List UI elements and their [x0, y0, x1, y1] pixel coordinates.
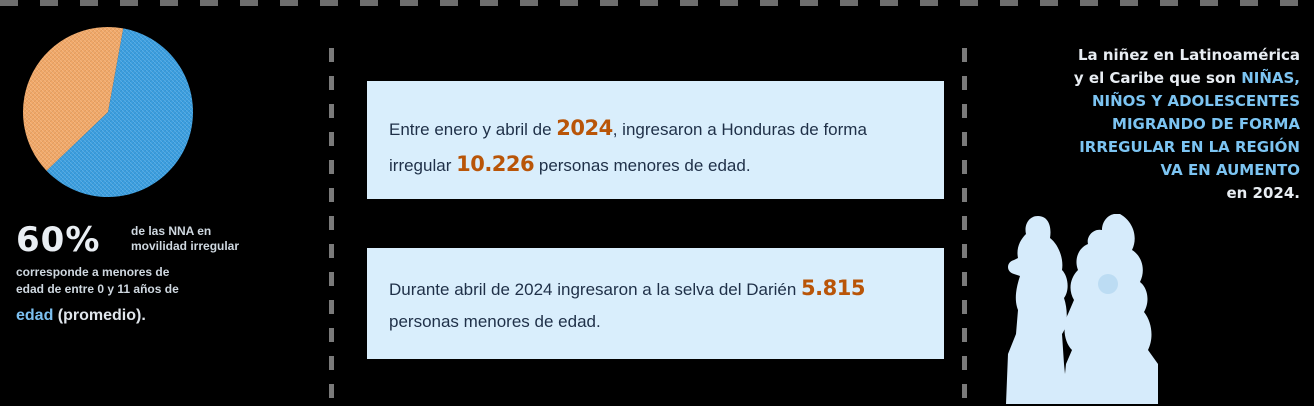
top-dashed-border — [0, 0, 1314, 6]
count-number: 10.226 — [456, 152, 535, 176]
right-headline: La niñez en Latinoamérica y el Caribe que son NIÑAS, NIÑOS Y ADOLESCENTES MIGRANDO DE FORMA IRREGULAR EN LA REGIÓN VA EN AUMENTO en 2024. — [1073, 46, 1300, 202]
count-number: 5.815 — [801, 276, 865, 300]
left-statistic — [16, 220, 316, 326]
year-number: 2024 — [556, 116, 613, 140]
stat-description: corresponde a menores de edad de entre 0 y 11 años de — [16, 265, 179, 296]
dashed-divider — [962, 48, 967, 406]
children-silhouette-illustration — [998, 214, 1158, 404]
stat-side-text: de las NNA en movilidad irregular — [131, 224, 240, 253]
highlight-text: edad — [16, 307, 54, 324]
stat-value: 60% — [16, 220, 101, 260]
info-card-honduras: Entre enero y abril de 2024, ingresaron a Honduras de forma irregular 10.226 personas menores de edad. — [367, 81, 944, 199]
stat-footnote: edad (promedio). — [16, 307, 146, 324]
pie-chart — [22, 26, 194, 198]
info-card-darien: Durante abril de 2024 ingresaron a la selva del Darién 5.815 personas menores de edad. — [367, 248, 944, 359]
dashed-divider — [329, 48, 334, 406]
